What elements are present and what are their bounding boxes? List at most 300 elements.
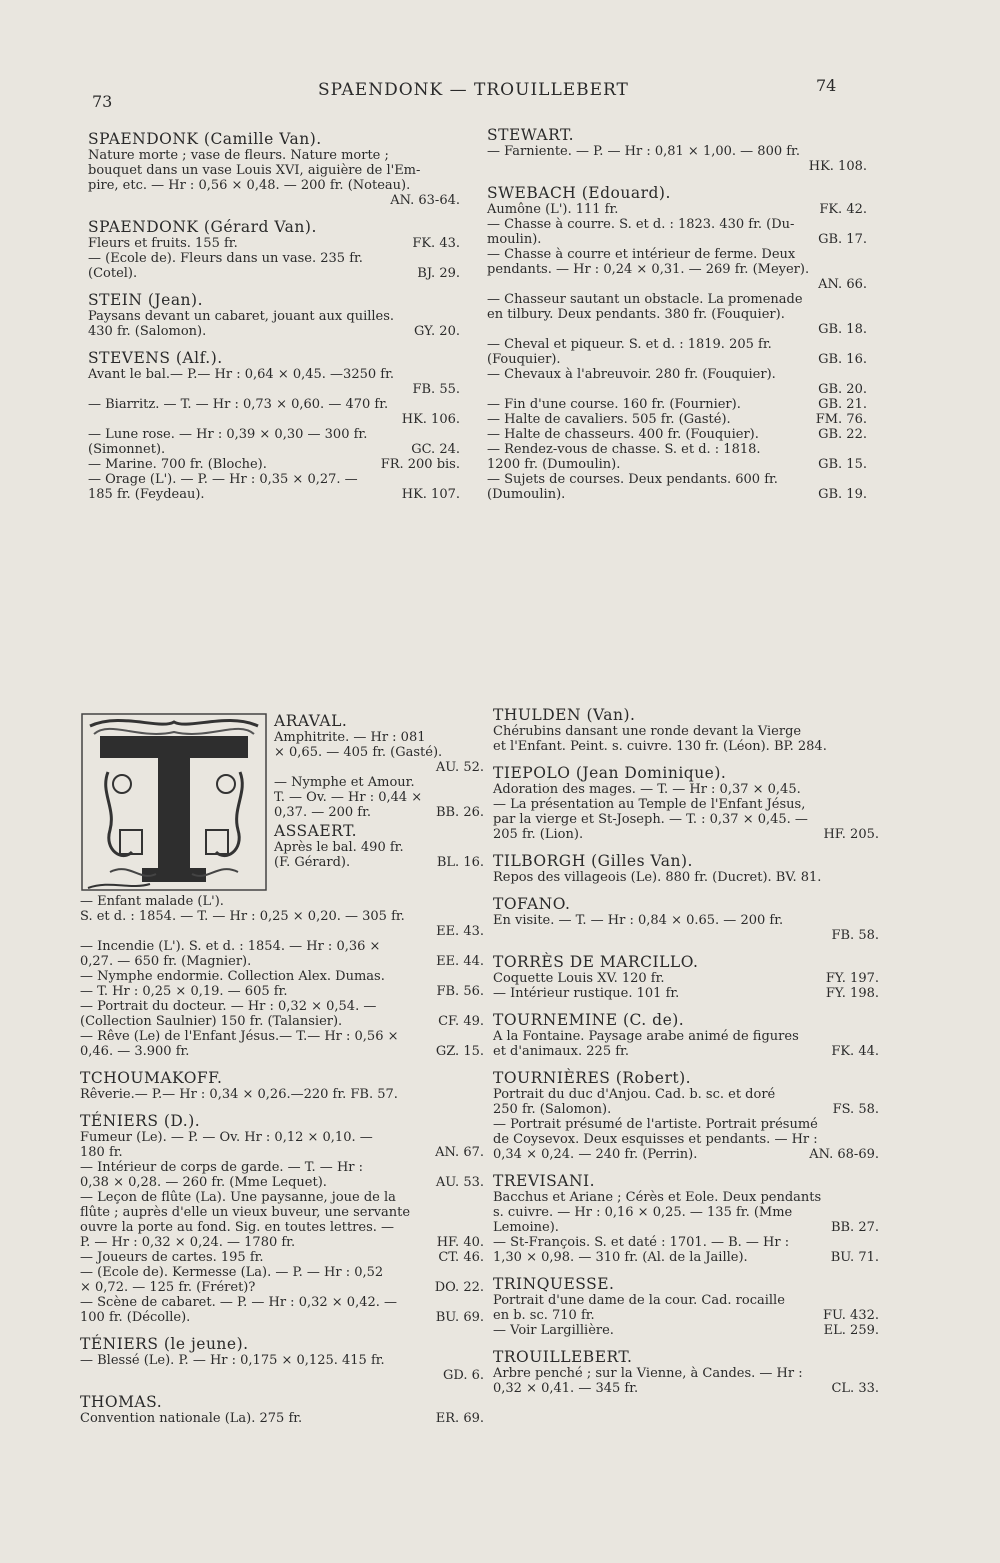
entry-line: [80, 1295, 484, 1310]
entry-text: — Orage (L'). — P. — Hr : 0,35 × 0,27. —: [88, 472, 358, 487]
artist-entry: [80, 1393, 484, 1426]
entry-text: 1200 fr. (Dumoulin).: [487, 457, 621, 472]
entry-line: [88, 472, 460, 487]
entry-line: [493, 1381, 879, 1396]
catalogue-reference: HF. 205.: [823, 827, 879, 842]
artist-entry: [493, 895, 879, 943]
entry-line: [487, 232, 867, 247]
entry-text: Rêverie.— P.— Hr : 0,34 × 0,26.—220 fr. FB. 57.: [80, 1087, 398, 1102]
catalogue-reference: FY. 197.: [825, 971, 879, 986]
catalogue-reference: HK. 107.: [401, 487, 460, 502]
artist-name: THULDEN (Van).: [493, 706, 636, 724]
entry-text: — St-François. S. et daté : 1701. — B. — Hr :: [493, 1235, 790, 1250]
entry-line: [487, 307, 867, 322]
entry-text: — Portrait du docteur. — Hr : 0,32 × 0,54. —: [80, 999, 377, 1014]
catalogue-reference: DO. 22.: [434, 1280, 484, 1295]
entry-line: [80, 984, 484, 999]
entry-text: — Scène de cabaret. — P. — Hr : 0,32 × 0,42. —: [80, 1295, 398, 1310]
entry-text: — T. Hr : 0,25 × 0,19. — 605 fr.: [80, 984, 288, 999]
entry-line: [493, 1132, 879, 1147]
entry-text: bouquet dans un vase Louis XVI, aiguière de l'Em-: [88, 163, 421, 178]
entry-text: — Intérieur rustique. 101 fr.: [493, 986, 680, 1001]
entry-text: — Halte de cavaliers. 505 fr. (Gasté).: [487, 412, 731, 427]
entry-text: (Dumoulin).: [487, 487, 566, 502]
artist-entry: [88, 130, 460, 208]
entry-line: [487, 217, 867, 232]
column-bottom-left: [80, 712, 484, 1436]
entry-line: [493, 739, 879, 754]
entry-line: [88, 487, 460, 502]
entry-text: 0,46. — 3.900 fr.: [80, 1044, 190, 1059]
catalogue-reference: HF. 40.: [436, 1235, 484, 1250]
entry-text: 0,34 × 0,24. — 240 fr. (Perrin).: [493, 1147, 698, 1162]
entry-text: — Rendez-vous de chasse. S. et d. : 1818.: [487, 442, 761, 457]
entry-line: [80, 1205, 484, 1220]
artist-entry: [88, 349, 460, 502]
catalogue-reference: BB. 27.: [830, 1220, 879, 1235]
entry-line: [88, 397, 460, 412]
entry-line: [88, 309, 460, 324]
entry-line: [493, 928, 879, 943]
entry-line: [487, 442, 867, 457]
catalogue-reference: AN. 63-64.: [390, 193, 460, 208]
entry-line: [493, 1102, 879, 1117]
artist-name: TRINQUESSE.: [493, 1275, 615, 1293]
entry-line: [80, 1087, 484, 1102]
catalogue-reference: GY. 20.: [413, 324, 460, 339]
catalogue-reference: FS. 58.: [832, 1102, 879, 1117]
entry-line: [80, 939, 484, 954]
entry-line: [88, 236, 460, 251]
catalogue-reference: HK. 108.: [808, 159, 867, 174]
drop-cap-t-icon: [80, 712, 268, 892]
right-page-number: 74: [816, 76, 837, 95]
page-header: [0, 74, 1000, 111]
catalogue-reference: GB. 22.: [818, 427, 867, 442]
entry-text: En visite. — T. — Hr : 0,84 × 0.65. — 200 fr.: [493, 913, 784, 928]
catalogue-reference: AN. 68-69.: [809, 1147, 879, 1162]
entry-text: et l'Enfant. Peint. s. cuivre. 130 fr. (Léon). BP. 284.: [493, 739, 827, 754]
entry-text: — Portrait présumé de l'artiste. Portrait présumé: [493, 1117, 818, 1132]
entry-text: Arbre penché ; sur la Vienne, à Candes. — Hr :: [493, 1366, 803, 1381]
entry-line: [88, 163, 460, 178]
artist-entry: [80, 1112, 484, 1325]
entry-text: — Voir Largillière.: [493, 1323, 614, 1338]
entry-line: [80, 1280, 484, 1295]
artist-entry: [493, 1275, 879, 1338]
entry-line: [487, 262, 867, 277]
entry-line: [493, 971, 879, 986]
entry-line: [80, 1411, 484, 1426]
entry-text: 205 fr. (Lion).: [493, 827, 584, 842]
entry-line: [80, 1044, 484, 1059]
catalogue-reference: FR. 200 bis.: [380, 457, 460, 472]
artist-name: TIEPOLO (Jean Dominique).: [493, 764, 727, 782]
entry-line: [487, 159, 867, 174]
artist-name: ASSAERT.: [274, 822, 358, 840]
entry-text: — Chasseur sautant un obstacle. La promenade: [487, 292, 803, 307]
catalogue-reference: AU. 52.: [435, 760, 484, 775]
entry-line: [80, 909, 484, 924]
entry-tassaert-continued: [80, 894, 484, 1059]
entry-text: 185 fr. (Feydeau).: [88, 487, 205, 502]
entry-line: [80, 1130, 484, 1145]
catalogue-reference: GD. 6.: [442, 1368, 484, 1383]
entry-text: — La présentation au Temple de l'Enfant Jésus,: [493, 797, 806, 812]
entry-text: — Leçon de flûte (La). Une paysanne, joue de la: [80, 1190, 396, 1205]
entry-line: [80, 1029, 484, 1044]
entry-text: Aumône (L'). 111 fr.: [487, 202, 619, 217]
entry-line: [487, 382, 867, 397]
entry-line: [88, 457, 460, 472]
catalogue-reference: GB. 21.: [818, 397, 867, 412]
entry-line: [487, 397, 867, 412]
column-top-left: [88, 130, 460, 512]
entry-text: Nature morte ; vase de fleurs. Nature morte ;: [88, 148, 389, 163]
entry-text: Portrait du duc d'Anjou. Cad. b. sc. et doré: [493, 1087, 776, 1102]
entry-line: [80, 1250, 484, 1265]
artist-entry: [493, 1348, 879, 1396]
catalogue-reference: EL. 259.: [823, 1323, 879, 1338]
artist-name: TILBORGH (Gilles Van).: [493, 852, 693, 870]
entry-text: Chérubins dansant une ronde devant la Vierge: [493, 724, 802, 739]
entry-line: [493, 986, 879, 1001]
catalogue-reference: GB. 16.: [818, 352, 867, 367]
entry-line: [80, 1368, 484, 1383]
entry-text: ouvre la porte au fond. Sig. en toutes lettres. —: [80, 1220, 395, 1235]
catalogue-reference: FK. 43.: [412, 236, 460, 251]
bottom-left-entries: [80, 1069, 484, 1426]
entry-line: [88, 427, 460, 442]
artist-entry: [493, 1069, 879, 1162]
entry-text: — Nymphe endormie. Collection Alex. Dumas.: [80, 969, 385, 984]
entry-line: [80, 1160, 484, 1175]
entry-line: [274, 730, 484, 745]
entry-line: [80, 924, 484, 939]
artist-name: STEWART.: [487, 126, 575, 144]
catalogue-reference: ER. 69.: [435, 1411, 484, 1426]
catalogue-reference: FM. 76.: [815, 412, 867, 427]
catalogue-reference: FU. 432.: [823, 1308, 879, 1323]
entry-text: — Cheval et piqueur. S. et d. : 1819. 205 fr.: [487, 337, 772, 352]
entry-line: [80, 1190, 484, 1205]
entry-line: [88, 251, 460, 266]
column-top-right: [487, 126, 867, 512]
entry-line: [487, 292, 867, 307]
artist-name: THOMAS.: [80, 1393, 163, 1411]
entry-line: [493, 1087, 879, 1102]
entry-line: [487, 367, 867, 382]
entry-text: — Fin d'une course. 160 fr. (Fournier).: [487, 397, 741, 412]
running-title: SPAENDONK — TROUILLEBERT: [318, 80, 629, 100]
catalogue-reference: GB. 18.: [818, 322, 867, 337]
entry-line: [493, 1205, 879, 1220]
entry-line: [88, 442, 460, 457]
entry-line: [493, 1250, 879, 1265]
artist-name: TOFANO.: [493, 895, 571, 913]
entry-text: 250 fr. (Salomon).: [493, 1102, 612, 1117]
entry-line: [80, 1220, 484, 1235]
entry-line: [487, 352, 867, 367]
entry-text: 180 fr.: [80, 1145, 123, 1160]
entry-text: — Chasse à courre. S. et d. : 1823. 430 fr. (Du-: [487, 217, 795, 232]
artist-entry: [80, 1335, 484, 1383]
catalogue-reference: BU. 69.: [435, 1310, 484, 1325]
artist-entry: [88, 218, 460, 281]
catalogue-reference: CL. 33.: [831, 1381, 879, 1396]
entry-text: Adoration des mages. — T. — Hr : 0,37 × 0,45.: [493, 782, 801, 797]
entry-text: Paysans devant un cabaret, jouant aux quilles.: [88, 309, 395, 324]
artist-name: SWEBACH (Edouard).: [487, 184, 671, 202]
entry-line: [493, 812, 879, 827]
catalogue-reference: FB. 55.: [412, 382, 460, 397]
entry-line: [487, 337, 867, 352]
artist-entry: [487, 126, 867, 174]
entry-line: [487, 202, 867, 217]
entry-text: — Marine. 700 fr. (Bloche).: [88, 457, 267, 472]
artist-name: STEVENS (Alf.).: [88, 349, 223, 367]
entry-line: [493, 870, 879, 885]
entry-line: [487, 277, 867, 292]
entry-text: — Chevaux à l'abreuvoir. 280 fr. (Fouquier).: [487, 367, 776, 382]
entry-text: Avant le bal.— P.— Hr : 0,64 × 0,45. —3250 fr.: [88, 367, 394, 382]
entry-text: — Halte de chasseurs. 400 fr. (Fouquier).: [487, 427, 759, 442]
entry-line: [88, 382, 460, 397]
catalogue-reference: CF. 49.: [438, 1014, 484, 1029]
entry-text: — Chasse à courre et intérieur de ferme. Deux: [487, 247, 796, 262]
artist-entry: [487, 184, 867, 502]
artist-entry: [493, 706, 879, 754]
entry-text: (Simonnet).: [88, 442, 166, 457]
entry-line: [493, 1308, 879, 1323]
catalogue-reference: FK. 42.: [819, 202, 867, 217]
catalogue-reference: GB. 17.: [818, 232, 867, 247]
entry-text: Fleurs et fruits. 155 fr.: [88, 236, 238, 251]
artist-name: TOURNIÈRES (Robert).: [493, 1069, 692, 1087]
entry-text: 0,37. — 200 fr.: [274, 805, 372, 820]
artist-name: TROUILLEBERT.: [493, 1348, 633, 1366]
entry-text: (F. Gérard).: [274, 855, 351, 870]
entry-line: [487, 322, 867, 337]
catalogue-reference: GC. 24.: [411, 442, 460, 457]
entry-text: — Nymphe et Amour.: [274, 775, 415, 790]
entry-line: [80, 1265, 484, 1280]
entry-line: [88, 193, 460, 208]
entry-text: Lemoine).: [493, 1220, 559, 1235]
entry-text: et d'animaux. 225 fr.: [493, 1044, 629, 1059]
entry-text: 0,32 × 0,41. — 345 fr.: [493, 1381, 639, 1396]
entry-text: en b. sc. 710 fr.: [493, 1308, 595, 1323]
entry-line: [487, 457, 867, 472]
artist-name: TÉNIERS (D.).: [80, 1112, 201, 1130]
artist-name: TCHOUMAKOFF.: [80, 1069, 223, 1087]
artist-name: SPAENDONK (Gérard Van).: [88, 218, 317, 236]
artist-name: SPAENDONK (Camille Van).: [88, 130, 322, 148]
entry-line: [274, 790, 484, 805]
entry-text: — Sujets de courses. Deux pendants. 600 fr.: [487, 472, 778, 487]
entry-text: Fumeur (Le). — P. — Ov. Hr : 0,12 × 0,10. —: [80, 1130, 373, 1145]
entry-text: — Blessé (Le). P. — Hr : 0,175 × 0,125. 415 fr.: [80, 1353, 385, 1368]
catalogue-reference: BB. 26.: [435, 805, 484, 820]
artist-name: TÉNIERS (le jeune).: [80, 1335, 249, 1353]
catalogue-reference: EE. 44.: [436, 954, 484, 969]
entry-line: [493, 724, 879, 739]
entry-line: [493, 782, 879, 797]
entry-text: 0,27. — 650 fr. (Magnier).: [80, 954, 252, 969]
catalogue-reference: FB. 56.: [436, 984, 484, 999]
entry-line: [493, 1044, 879, 1059]
entry-text: Bacchus et Ariane ; Cérès et Eole. Deux pendants: [493, 1190, 822, 1205]
entry-text: Amphitrite. — Hr : 081: [274, 730, 426, 745]
catalogue-reference: BJ. 29.: [417, 266, 460, 281]
entry-text: A la Fontaine. Paysage arabe animé de figures: [493, 1029, 799, 1044]
entry-line: [80, 999, 484, 1014]
entry-line: [493, 1029, 879, 1044]
entry-text: pire, etc. — Hr : 0,56 × 0,48. — 200 fr. (Noteau).: [88, 178, 411, 193]
catalogue-reference: GZ. 15.: [435, 1044, 484, 1059]
catalogue-reference: GB. 19.: [818, 487, 867, 502]
artist-name: STEIN (Jean).: [88, 291, 204, 309]
left-page-number: 73: [92, 92, 113, 111]
entry-line: [493, 1190, 879, 1205]
entry-line: [493, 1366, 879, 1381]
entry-text: Repos des villageois (Le). 880 fr. (Ducret). BV. 81.: [493, 870, 822, 885]
artist-entry: [80, 1069, 484, 1102]
entry-line: [493, 1220, 879, 1235]
entry-text: Portrait d'une dame de la cour. Cad. rocaille: [493, 1293, 785, 1308]
entry-text: 430 fr. (Salomon).: [88, 324, 207, 339]
entry-line: [80, 954, 484, 969]
entry-text: 1,30 × 0,98. — 310 fr. (Al. de la Jaille).: [493, 1250, 748, 1265]
entry-text: (Cotel).: [88, 266, 138, 281]
entry-text: — Intérieur de corps de garde. — T. — Hr :: [80, 1160, 364, 1175]
catalogue-reference: AU. 53.: [435, 1175, 484, 1190]
entry-line: [493, 1293, 879, 1308]
catalogue-reference: BL. 16.: [436, 855, 484, 870]
entry-line: [88, 178, 460, 193]
catalogue-reference: FY. 198.: [825, 986, 879, 1001]
entry-line: [493, 1323, 879, 1338]
artist-name: TORRÈS DE MARCILLO.: [493, 953, 699, 971]
entry-text: (Collection Saulnier) 150 fr. (Talansier).: [80, 1014, 343, 1029]
entry-line: [80, 1353, 484, 1368]
entry-line: [80, 1175, 484, 1190]
artist-name: TREVISANI.: [493, 1172, 596, 1190]
entry-line: [80, 1235, 484, 1250]
catalogue-reference: AN. 67.: [435, 1145, 484, 1160]
catalogue-reference: GB. 15.: [818, 457, 867, 472]
entry-line: [88, 148, 460, 163]
entry-text: × 0,65. — 405 fr. (Gasté).: [274, 745, 443, 760]
artist-name: TOURNEMINE (C. de).: [493, 1011, 685, 1029]
entry-line: [487, 412, 867, 427]
artist-entry: [493, 764, 879, 842]
entry-text: — (Ecole de). Kermesse (La). — P. — Hr : 0,52: [80, 1265, 384, 1280]
catalogue-reference: CT. 46.: [438, 1250, 484, 1265]
entry-text: — Rêve (Le) de l'Enfant Jésus.— T.— Hr : 0,56 ×: [80, 1029, 399, 1044]
ornamental-drop-cap-t: [80, 712, 268, 892]
entry-line: [493, 797, 879, 812]
entry-line: [80, 1145, 484, 1160]
entry-text: — Farniente. — P. — Hr : 0,81 × 1,00. — 800 fr.: [487, 144, 800, 159]
entry-line: [487, 487, 867, 502]
entry-text: Après le bal. 490 fr.: [274, 840, 404, 855]
entry-text: T. — Ov. — Hr : 0,44 ×: [274, 790, 423, 805]
entry-text: — Biarritz. — T. — Hr : 0,73 × 0,60. — 470 fr.: [88, 397, 389, 412]
entry-text: — Enfant malade (L').: [80, 894, 224, 909]
entry-text: — Lune rose. — Hr : 0,39 × 0,30 — 300 fr.: [88, 427, 368, 442]
entry-line: [274, 805, 484, 820]
entry-line: [274, 775, 484, 790]
entry-text: — (Ecole de). Fleurs dans un vase. 235 fr.: [88, 251, 363, 266]
entry-text: flûte ; auprès d'elle un vieux buveur, une servante: [80, 1205, 411, 1220]
entry-line: [493, 1147, 879, 1162]
catalogue-reference: HK. 106.: [401, 412, 460, 427]
artist-entry: [493, 1011, 879, 1059]
catalogue-reference: EE. 43.: [436, 924, 484, 939]
entry-text: de Coysevox. Deux esquisses et pendants. — Hr :: [493, 1132, 818, 1147]
entry-line: [493, 827, 879, 842]
entry-text: (Fouquier).: [487, 352, 561, 367]
entry-line: [493, 1117, 879, 1132]
entry-text: Convention nationale (La). 275 fr.: [80, 1411, 303, 1426]
artist-entry: [88, 291, 460, 339]
catalogue-reference: BU. 71.: [830, 1250, 879, 1265]
entry-text: Coquette Louis XV. 120 fr.: [493, 971, 665, 986]
entry-line: [274, 760, 484, 775]
column-bottom-right: [493, 706, 879, 1406]
catalogue-reference: GB. 20.: [818, 382, 867, 397]
entry-line: [487, 427, 867, 442]
entry-text: moulin).: [487, 232, 542, 247]
entry-line: [80, 1310, 484, 1325]
entry-line: [487, 247, 867, 262]
entry-line: [88, 324, 460, 339]
entry-line: [487, 144, 867, 159]
entry-text: — Joueurs de cartes. 195 fr.: [80, 1250, 264, 1265]
entry-text: 100 fr. (Décolle).: [80, 1310, 191, 1325]
entry-line: [274, 855, 484, 870]
entry-text: S. et d. : 1854. — T. — Hr : 0,25 × 0,20. — 305 fr.: [80, 909, 405, 924]
artist-entry: [493, 852, 879, 885]
entry-line: [88, 412, 460, 427]
entry-line: [493, 1235, 879, 1250]
entry-text: s. cuivre. — Hr : 0,16 × 0,25. — 135 fr. (Mme: [493, 1205, 793, 1220]
catalogue-reference: FB. 58.: [831, 928, 879, 943]
entry-text: × 0,72. — 125 fr. (Fréret)?: [80, 1280, 256, 1295]
entry-text: par la vierge et St-Joseph. — T. : 0,37 × 0,45. —: [493, 812, 808, 827]
entry-text: 0,38 × 0,28. — 260 fr. (Mme Lequet).: [80, 1175, 327, 1190]
entry-line: [80, 969, 484, 984]
artist-entry: [493, 1172, 879, 1265]
entry-line: [493, 913, 879, 928]
catalogue-reference: AN. 66.: [818, 277, 867, 292]
entry-line: [274, 745, 484, 760]
entry-line: [274, 840, 484, 855]
entry-line: [80, 894, 484, 909]
entry-line: [88, 367, 460, 382]
catalogue-reference: FK. 44.: [831, 1044, 879, 1059]
entry-line: [487, 472, 867, 487]
entry-line: [80, 1014, 484, 1029]
entry-text: P. — Hr : 0,32 × 0,24. — 1780 fr.: [80, 1235, 296, 1250]
artist-entry: [493, 953, 879, 1001]
entry-text: en tilbury. Deux pendants. 380 fr. (Fouquier).: [487, 307, 785, 322]
entry-text: pendants. — Hr : 0,24 × 0,31. — 269 fr. (Meyer).: [487, 262, 810, 277]
artist-name: ARAVAL.: [274, 712, 348, 730]
entry-line: [88, 266, 460, 281]
entry-text: — Incendie (L'). S. et d. : 1854. — Hr : 0,36 ×: [80, 939, 381, 954]
